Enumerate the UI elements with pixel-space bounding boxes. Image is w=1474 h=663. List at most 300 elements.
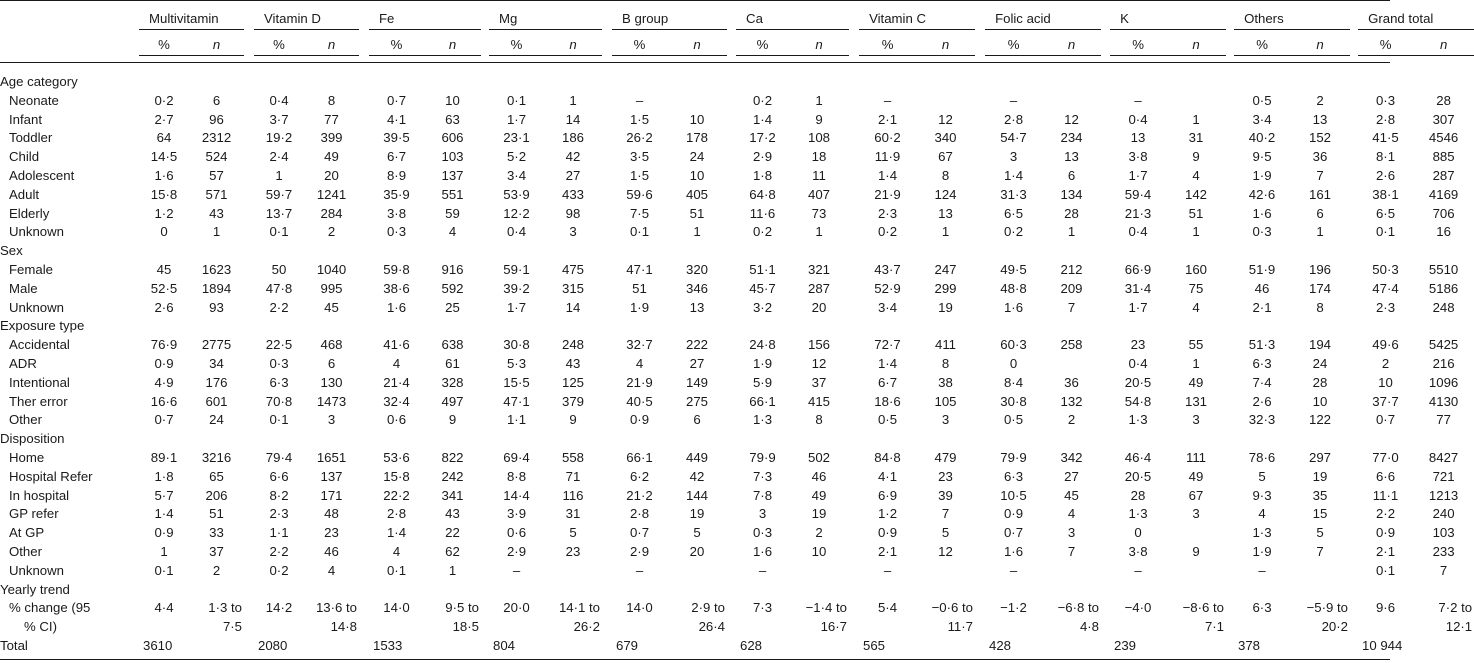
- percent-cell: 3·2: [752, 299, 773, 315]
- count-cell: 96: [209, 111, 224, 127]
- ci-cell-cont: 14·8: [330, 619, 357, 635]
- count-cell: 3: [1192, 506, 1200, 522]
- column-gap: [849, 186, 859, 205]
- column-gap: [1350, 111, 1358, 130]
- percent-cell: 3·5: [629, 149, 650, 165]
- total-value: 428: [989, 637, 1012, 653]
- count-cell: 3: [327, 412, 336, 428]
- column-gap: [727, 261, 736, 280]
- count-cell: 206: [205, 487, 228, 503]
- table-row: [0, 543, 1474, 562]
- column-gap: [481, 129, 489, 148]
- count-cell: 20: [689, 543, 705, 559]
- percent-cell: 1·9: [1252, 543, 1272, 559]
- column-gap: [602, 543, 612, 562]
- count-cell: 48: [324, 506, 339, 522]
- percent-cell: 1·6: [154, 167, 174, 183]
- count-cell: 28: [1436, 92, 1451, 108]
- column-group-header: Folic acid: [985, 0, 1101, 30]
- percent-subheader: %: [1358, 30, 1413, 56]
- count-cell: 606: [441, 130, 464, 146]
- percent-cell: 21·3: [1124, 205, 1152, 221]
- count-cell: [544, 562, 602, 581]
- ci-cell-cont: 26·4: [698, 619, 725, 635]
- percent-cell: 1·4: [1003, 167, 1024, 183]
- count-cell: 5186: [1428, 280, 1459, 296]
- column-gap: [975, 223, 985, 242]
- column-gap: [602, 374, 612, 393]
- count-cell: 10: [689, 167, 705, 183]
- percent-cell: 6·3: [1003, 468, 1024, 484]
- column-gap: [975, 505, 985, 524]
- percent-cell: 2·1: [1375, 543, 1396, 559]
- column-gap: [1101, 562, 1110, 581]
- row-label: At GP: [9, 525, 45, 541]
- count-cell: 1: [212, 224, 221, 240]
- percent-cell: 0·4: [506, 224, 527, 240]
- count-cell: 248: [1432, 299, 1455, 315]
- count-cell: [789, 562, 849, 581]
- percent-cell: 31·4: [1124, 280, 1152, 296]
- count-cell: 103: [1432, 525, 1455, 541]
- percent-change-cell: 4·4: [154, 600, 174, 616]
- column-gap: [727, 543, 736, 562]
- column-gap: [359, 637, 369, 656]
- count-cell: 23: [565, 543, 581, 559]
- row-label: Hospital Refer: [9, 468, 93, 484]
- count-cell: 379: [561, 393, 584, 409]
- percent-cell: –: [883, 562, 892, 578]
- percent-cell: 46: [1254, 280, 1270, 296]
- percent-subheader: %: [139, 30, 189, 56]
- percent-cell: 1·1: [269, 525, 289, 541]
- count-cell: 1894: [201, 280, 232, 296]
- count-cell: 9: [448, 412, 457, 428]
- percent-cell: 60·2: [874, 130, 901, 146]
- count-cell: 433: [561, 186, 584, 202]
- percent-cell: 37·7: [1372, 393, 1399, 409]
- column-gap: [359, 129, 369, 148]
- row-label: Home: [9, 449, 45, 465]
- header-gap: [1226, 30, 1234, 56]
- count-cell: 122: [1308, 412, 1331, 428]
- count-cell: 13: [689, 299, 705, 315]
- percent-cell: 0·6: [386, 412, 407, 428]
- count-cell: 161: [1308, 186, 1331, 202]
- table-row: [0, 299, 1474, 318]
- count-cell: 63: [445, 111, 460, 127]
- count-cell: 10: [689, 111, 705, 127]
- percent-cell: 8·8: [506, 468, 527, 484]
- percent-cell: 1·6: [386, 299, 407, 315]
- row-label: ADR: [9, 355, 37, 371]
- count-cell: 9: [1192, 149, 1200, 165]
- percent-cell: 0·3: [386, 224, 407, 240]
- percent-cell: 0·2: [1003, 224, 1024, 240]
- count-subheader: n: [1042, 30, 1101, 56]
- percent-subheader: %: [254, 30, 304, 56]
- percent-cell: 15·8: [150, 186, 178, 202]
- column-gap: [975, 599, 985, 618]
- empty-cell: [789, 637, 849, 656]
- column-gap: [481, 148, 489, 167]
- percent-cell: 2·2: [1375, 506, 1396, 522]
- column-gap: [244, 336, 254, 355]
- count-cell: 12: [938, 111, 953, 127]
- percent-cell: 6·2: [629, 468, 650, 484]
- count-cell: 209: [1060, 280, 1083, 296]
- column-gap: [130, 468, 139, 487]
- header-gap: [244, 0, 254, 30]
- count-cell: 178: [685, 130, 708, 146]
- column-gap: [727, 637, 736, 656]
- percent-cell: 0·2: [752, 92, 773, 108]
- percent-cell: –: [883, 92, 892, 108]
- table-row: [0, 261, 1474, 280]
- column-gap: [1226, 111, 1234, 130]
- column-gap: [727, 186, 736, 205]
- column-gap: [1226, 261, 1234, 280]
- ci-cell: −8·6 to: [1182, 600, 1224, 616]
- column-gap: [1101, 261, 1110, 280]
- count-cell: [1166, 92, 1226, 111]
- count-cell: [916, 562, 975, 581]
- percent-cell: 24·8: [749, 337, 776, 353]
- column-gap: [1226, 618, 1234, 637]
- count-cell: 1473: [316, 393, 347, 409]
- empty-cell: [916, 637, 975, 656]
- column-gap: [1350, 374, 1358, 393]
- column-gap: [602, 618, 612, 637]
- column-gap: [130, 261, 139, 280]
- column-gap: [1226, 92, 1234, 111]
- total-value: 628: [740, 637, 763, 653]
- column-gap: [849, 261, 859, 280]
- count-cell: 9: [1192, 543, 1200, 559]
- count-cell: 524: [205, 149, 228, 165]
- percent-cell: 1·3: [1128, 506, 1148, 522]
- percent-cell: 3: [758, 506, 767, 522]
- count-cell: 108: [807, 130, 830, 146]
- total-value: 1533: [373, 637, 403, 653]
- empty-cell: [1166, 637, 1226, 656]
- percent-change-cell: 20·0: [503, 600, 530, 616]
- count-cell: 12: [1064, 111, 1079, 127]
- percent-cell: 6·5: [1375, 205, 1396, 221]
- ci-cell: 13·6 to: [315, 600, 357, 616]
- count-cell: 405: [685, 186, 708, 202]
- percent-cell: 70·8: [265, 393, 293, 409]
- percent-cell: –: [635, 562, 644, 578]
- count-subheader: n: [189, 30, 244, 56]
- empty-cell: [424, 637, 481, 656]
- column-gap: [244, 92, 254, 111]
- count-cell: 297: [1308, 449, 1331, 465]
- count-cell: 1213: [1428, 487, 1459, 503]
- trend-label-cont: % CI): [24, 619, 57, 635]
- count-cell: 20: [811, 299, 827, 315]
- column-gap: [359, 487, 369, 506]
- percent-cell: 0·9: [629, 412, 650, 428]
- column-gap: [849, 129, 859, 148]
- column-gap: [130, 148, 139, 167]
- percent-cell: 1·7: [1128, 167, 1148, 183]
- column-gap: [130, 411, 139, 430]
- count-cell: 7: [1316, 543, 1324, 559]
- column-gap: [130, 186, 139, 205]
- empty-cell: [1110, 618, 1166, 637]
- percent-cell: 4: [635, 355, 644, 371]
- column-gap: [727, 223, 736, 242]
- column-gap: [359, 299, 369, 318]
- column-gap: [727, 299, 736, 318]
- count-cell: 1623: [201, 261, 232, 277]
- empty-cell: [544, 637, 602, 656]
- table-row: [0, 449, 1474, 468]
- count-cell: 299: [934, 280, 957, 296]
- count-cell: 4130: [1428, 393, 1459, 409]
- percent-cell: 1·6: [752, 543, 773, 559]
- empty-cell: [489, 618, 544, 637]
- column-gap: [1350, 393, 1358, 412]
- total-value: 239: [1114, 637, 1137, 653]
- ci-cell-cont: 20·2: [1321, 619, 1348, 635]
- count-cell: 46: [811, 468, 827, 484]
- percent-cell: 0·4: [269, 92, 289, 108]
- column-gap: [244, 562, 254, 581]
- header-gap: [1226, 0, 1234, 30]
- count-cell: 19: [811, 506, 827, 522]
- count-cell: 1651: [316, 449, 347, 465]
- column-gap: [849, 355, 859, 374]
- percent-subheader: %: [1234, 30, 1290, 56]
- percent-cell: 0·5: [1252, 92, 1272, 108]
- column-gap: [849, 505, 859, 524]
- table-row: [0, 167, 1474, 186]
- column-gap: [1226, 223, 1234, 242]
- table-row: [0, 223, 1474, 242]
- percent-cell: 3·4: [877, 299, 898, 315]
- column-gap: [727, 129, 736, 148]
- percent-cell: 21·9: [874, 186, 901, 202]
- count-cell: 287: [807, 280, 830, 296]
- column-gap: [130, 374, 139, 393]
- column-gap: [359, 223, 369, 242]
- percent-cell: 16·6: [150, 393, 178, 409]
- table-header: [0, 0, 1474, 56]
- empty-cell: [1358, 618, 1413, 637]
- percent-cell: 54·8: [1124, 393, 1152, 409]
- column-gap: [1101, 186, 1110, 205]
- bottom-rule: [0, 659, 1390, 660]
- count-cell: 4: [1192, 167, 1200, 183]
- count-cell: 411: [934, 337, 957, 353]
- row-label: Child: [9, 149, 40, 165]
- column-gap: [359, 411, 369, 430]
- column-gap: [244, 393, 254, 412]
- percent-cell: 2·8: [386, 506, 407, 522]
- count-cell: 125: [561, 374, 584, 390]
- column-gap: [849, 599, 859, 618]
- count-cell: [1042, 562, 1101, 581]
- percent-cell: 2·8: [1375, 111, 1396, 127]
- percent-cell: 2·1: [1252, 299, 1272, 315]
- count-cell: 75: [1188, 280, 1204, 296]
- count-cell: 152: [1308, 130, 1331, 146]
- count-cell: 497: [441, 393, 464, 409]
- count-cell: [1166, 524, 1226, 543]
- percent-cell: 5·2: [506, 149, 527, 165]
- percent-cell: 40·2: [1248, 130, 1276, 146]
- count-cell: 8: [941, 355, 950, 371]
- percent-cell: 3: [1009, 149, 1018, 165]
- column-gap: [244, 205, 254, 224]
- percent-cell: –: [1009, 92, 1018, 108]
- count-cell: 5425: [1428, 337, 1459, 353]
- percent-cell: 66·9: [1124, 261, 1152, 277]
- count-cell: 6: [1316, 205, 1324, 221]
- count-cell: 18: [811, 149, 827, 165]
- column-gap: [1101, 637, 1110, 656]
- row-label: Neonate: [9, 92, 59, 108]
- column-gap: [1350, 637, 1358, 656]
- count-cell: 71: [565, 468, 581, 484]
- percent-cell: 5·9: [752, 374, 773, 390]
- column-gap: [849, 637, 859, 656]
- percent-cell: 41·6: [383, 337, 410, 353]
- count-cell: 9: [815, 111, 823, 127]
- column-gap: [849, 487, 859, 506]
- section-title: Disposition: [0, 431, 65, 447]
- column-gap: [359, 355, 369, 374]
- count-cell: 571: [205, 186, 228, 202]
- column-gap: [244, 167, 254, 186]
- column-gap: [359, 618, 369, 637]
- percent-cell: 79·9: [1000, 449, 1027, 465]
- table-row: [0, 487, 1474, 506]
- column-gap: [481, 374, 489, 393]
- count-cell: 4169: [1428, 186, 1459, 202]
- column-gap: [244, 261, 254, 280]
- ci-cell: 9·5 to: [445, 600, 479, 616]
- column-gap: [359, 393, 369, 412]
- count-cell: 4546: [1428, 130, 1459, 146]
- count-cell: 399: [320, 130, 343, 146]
- column-gap: [975, 487, 985, 506]
- percent-cell: 6·7: [386, 149, 407, 165]
- percent-cell: 79·4: [265, 449, 293, 465]
- column-gap: [130, 336, 139, 355]
- count-cell: 7: [1067, 543, 1076, 559]
- count-cell: 103: [441, 149, 464, 165]
- percent-cell: 2·6: [154, 299, 174, 315]
- percent-cell: 0·1: [386, 562, 407, 578]
- column-gap: [244, 487, 254, 506]
- column-gap: [602, 562, 612, 581]
- column-gap: [975, 618, 985, 637]
- column-gap: [975, 299, 985, 318]
- ci-cell: −0·6 to: [931, 600, 973, 616]
- count-cell: 37: [209, 543, 224, 559]
- percent-cell: 46·4: [1124, 449, 1152, 465]
- column-gap: [602, 637, 612, 656]
- percent-cell: 12·2: [503, 205, 530, 221]
- column-gap: [1226, 148, 1234, 167]
- empty-cell: [1234, 618, 1290, 637]
- count-cell: 7: [1067, 299, 1076, 315]
- total-value: 565: [863, 637, 886, 653]
- percent-cell: 6·3: [1252, 355, 1272, 371]
- header-gap: [481, 0, 489, 30]
- row-label: Female: [9, 261, 53, 277]
- percent-cell: 1·3: [1128, 412, 1148, 428]
- percent-cell: 23: [1130, 337, 1146, 353]
- column-gap: [727, 449, 736, 468]
- percent-cell: 20·5: [1124, 374, 1152, 390]
- column-gap: [130, 637, 139, 656]
- percent-cell: 15·8: [383, 468, 410, 484]
- count-cell: 284: [320, 205, 343, 221]
- ci-cell: −1·4 to: [805, 600, 847, 616]
- row-label: Accidental: [9, 337, 70, 353]
- percent-cell: 41·5: [1372, 130, 1399, 146]
- total-label: Total: [0, 637, 28, 653]
- percent-subheader: %: [489, 30, 544, 56]
- header-gap: [975, 30, 985, 56]
- percent-cell: 5·3: [506, 355, 527, 371]
- column-gap: [1350, 524, 1358, 543]
- percent-cell: 0: [160, 224, 168, 240]
- column-gap: [481, 449, 489, 468]
- ci-cell-cont: 7·1: [1204, 619, 1224, 635]
- column-gap: [481, 411, 489, 430]
- trend-row: [0, 599, 1474, 618]
- percent-cell: 1·7: [506, 111, 527, 127]
- percent-cell: 32·7: [626, 337, 653, 353]
- count-cell: 98: [565, 205, 581, 221]
- column-gap: [1350, 148, 1358, 167]
- header-gap: [727, 0, 736, 30]
- percent-cell: 0·1: [1375, 562, 1396, 578]
- count-cell: 144: [685, 487, 708, 503]
- percent-cell: 53·9: [503, 186, 530, 202]
- ci-cell: 1·3 to: [208, 600, 242, 616]
- count-cell: 43: [445, 506, 460, 522]
- count-cell: 6: [1067, 167, 1076, 183]
- count-cell: 3: [1067, 525, 1076, 541]
- column-gap: [130, 449, 139, 468]
- count-cell: 320: [685, 261, 708, 277]
- percent-cell: 2·3: [877, 205, 898, 221]
- column-group-header: Mg: [489, 0, 602, 30]
- column-gap: [602, 167, 612, 186]
- percent-cell: 51·9: [1248, 261, 1276, 277]
- count-cell: 2: [1067, 412, 1076, 428]
- percent-cell: 0: [1134, 525, 1142, 541]
- percent-cell: 8·4: [1003, 374, 1024, 390]
- count-cell: [667, 562, 727, 581]
- count-subheader: n: [1166, 30, 1226, 56]
- percent-cell: 0·1: [629, 224, 650, 240]
- column-gap: [727, 562, 736, 581]
- column-gap: [1101, 599, 1110, 618]
- count-cell: 55: [1188, 337, 1204, 353]
- percent-cell: 2·4: [269, 149, 289, 165]
- percent-cell: 22·2: [383, 487, 410, 503]
- percent-cell: 69·4: [503, 449, 530, 465]
- column-gap: [244, 599, 254, 618]
- percent-cell: 79·9: [749, 449, 776, 465]
